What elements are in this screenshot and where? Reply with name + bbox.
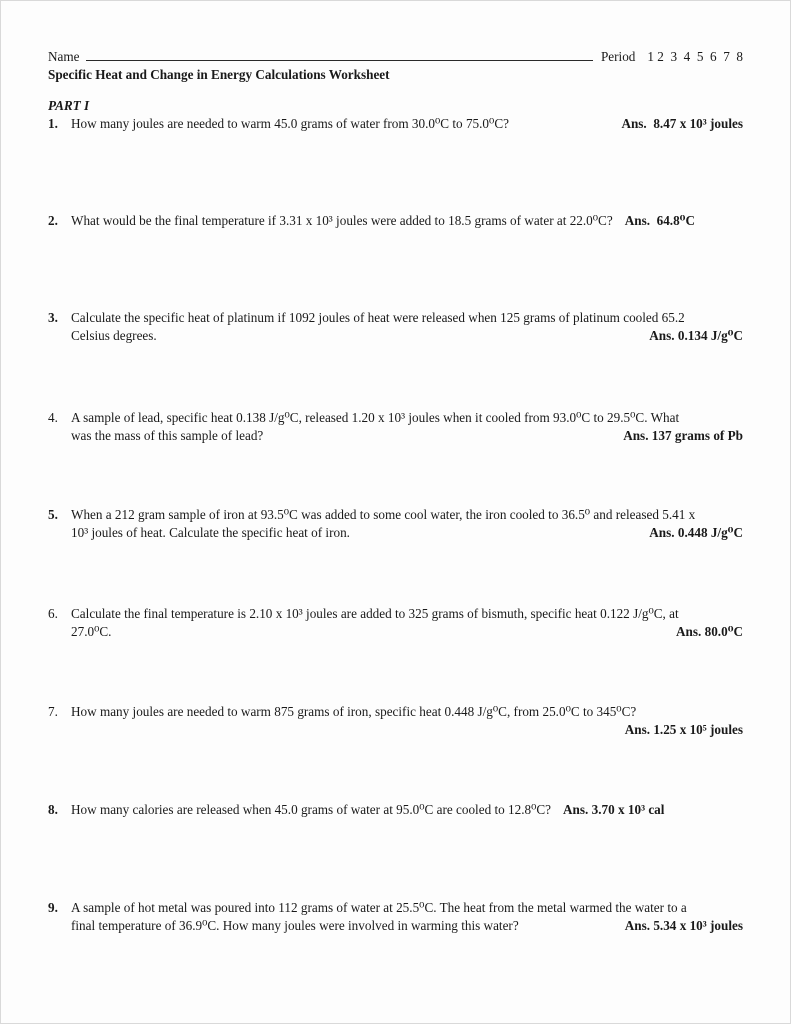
- answer-text: Ans. 0.448 J/g⁰C: [649, 525, 743, 540]
- question-number: 6.: [48, 606, 58, 621]
- header-row: [48, 46, 743, 66]
- question-text: How many calories are released when 45.0 grams of water at 95.0⁰C are cooled to 12.8⁰C?: [71, 802, 552, 817]
- question-text: When a 212 gram sample of iron at 93.5⁰C was added to some cool water, the iron cooled to 36.5⁰ and released 5.41 x: [71, 507, 696, 522]
- question-text: A sample of lead, specific heat 0.138 J/g⁰C, released 1.20 x 10³ joules when it cooled from 93.0⁰C to 29.5⁰C. What: [71, 410, 680, 425]
- question-text: Calculate the specific heat of platinum if 1092 joules of heat were released when 125 grams of platinum cooled 65.2: [71, 310, 685, 325]
- question-3: [48, 309, 743, 345]
- question-text: 10³ joules of heat. Calculate the specific heat of iron.: [71, 525, 350, 540]
- question-9: [48, 899, 743, 935]
- answer-text: Ans. 8.47 x 10³ joules: [621, 116, 743, 131]
- answer-text: Ans. 3.70 x 10³ cal: [563, 802, 665, 817]
- question-1: [48, 115, 743, 133]
- question-text: was the mass of this sample of lead?: [71, 428, 264, 443]
- question-text: How many joules are needed to warm 45.0 grams of water from 30.0⁰C to 75.0⁰C?: [71, 116, 509, 131]
- question-number: 3.: [48, 310, 58, 325]
- period-numbers: 1 2 3 4 5 6 7 8: [647, 49, 743, 64]
- question-number: 7.: [48, 704, 58, 719]
- question-2: [48, 212, 743, 230]
- question-text: Calculate the final temperature is 2.10 x 10³ joules are added to 325 grams of bismuth, specific heat 0.122 J/g⁰C, at: [71, 606, 679, 621]
- question-number: 8.: [48, 802, 58, 817]
- question-text: Celsius degrees.: [71, 328, 157, 343]
- question-8: [48, 801, 743, 819]
- question-number: 2.: [48, 213, 58, 228]
- part-heading: PART I: [48, 98, 90, 113]
- answer-text: Ans. 5.34 x 10³ joules: [624, 918, 743, 933]
- worksheet-title: Specific Heat and Change in Energy Calculations Worksheet: [48, 67, 390, 82]
- question-number: 5.: [48, 507, 58, 522]
- period-label: Period: [600, 49, 636, 64]
- question-5: [48, 506, 743, 542]
- answer-text: Ans. 64.8⁰C: [624, 213, 695, 228]
- name-label: Name: [48, 49, 80, 64]
- question-text: A sample of hot metal was poured into 112 grams of water at 25.5⁰C. The heat from the metal warmed the water to a: [71, 900, 687, 915]
- answer-text: Ans. 1.25 x 10⁵ joules: [624, 722, 743, 737]
- answer-text: Ans. 0.134 J/g⁰C: [649, 328, 743, 343]
- answer-text: Ans. 80.0⁰C: [676, 624, 743, 639]
- question-number: 9.: [48, 900, 58, 915]
- question-6: [48, 605, 743, 641]
- question-text: How many joules are needed to warm 875 grams of iron, specific heat 0.448 J/g⁰C, from 25.0⁰C to 345⁰C?: [71, 704, 637, 719]
- question-text: What would be the final temperature if 3.31 x 10³ joules were added to 18.5 grams of water at 22.0⁰C?: [71, 213, 613, 228]
- answer-text: Ans. 137 grams of Pb: [623, 428, 743, 443]
- question-number: 4.: [48, 410, 58, 425]
- name-blank-line: [86, 46, 593, 61]
- question-text: final temperature of 36.9⁰C. How many joules were involved in warming this water?: [71, 918, 519, 933]
- question-7: [48, 703, 743, 739]
- question-4: [48, 409, 743, 445]
- question-number: 1.: [48, 116, 58, 131]
- question-text: 27.0⁰C.: [71, 624, 112, 639]
